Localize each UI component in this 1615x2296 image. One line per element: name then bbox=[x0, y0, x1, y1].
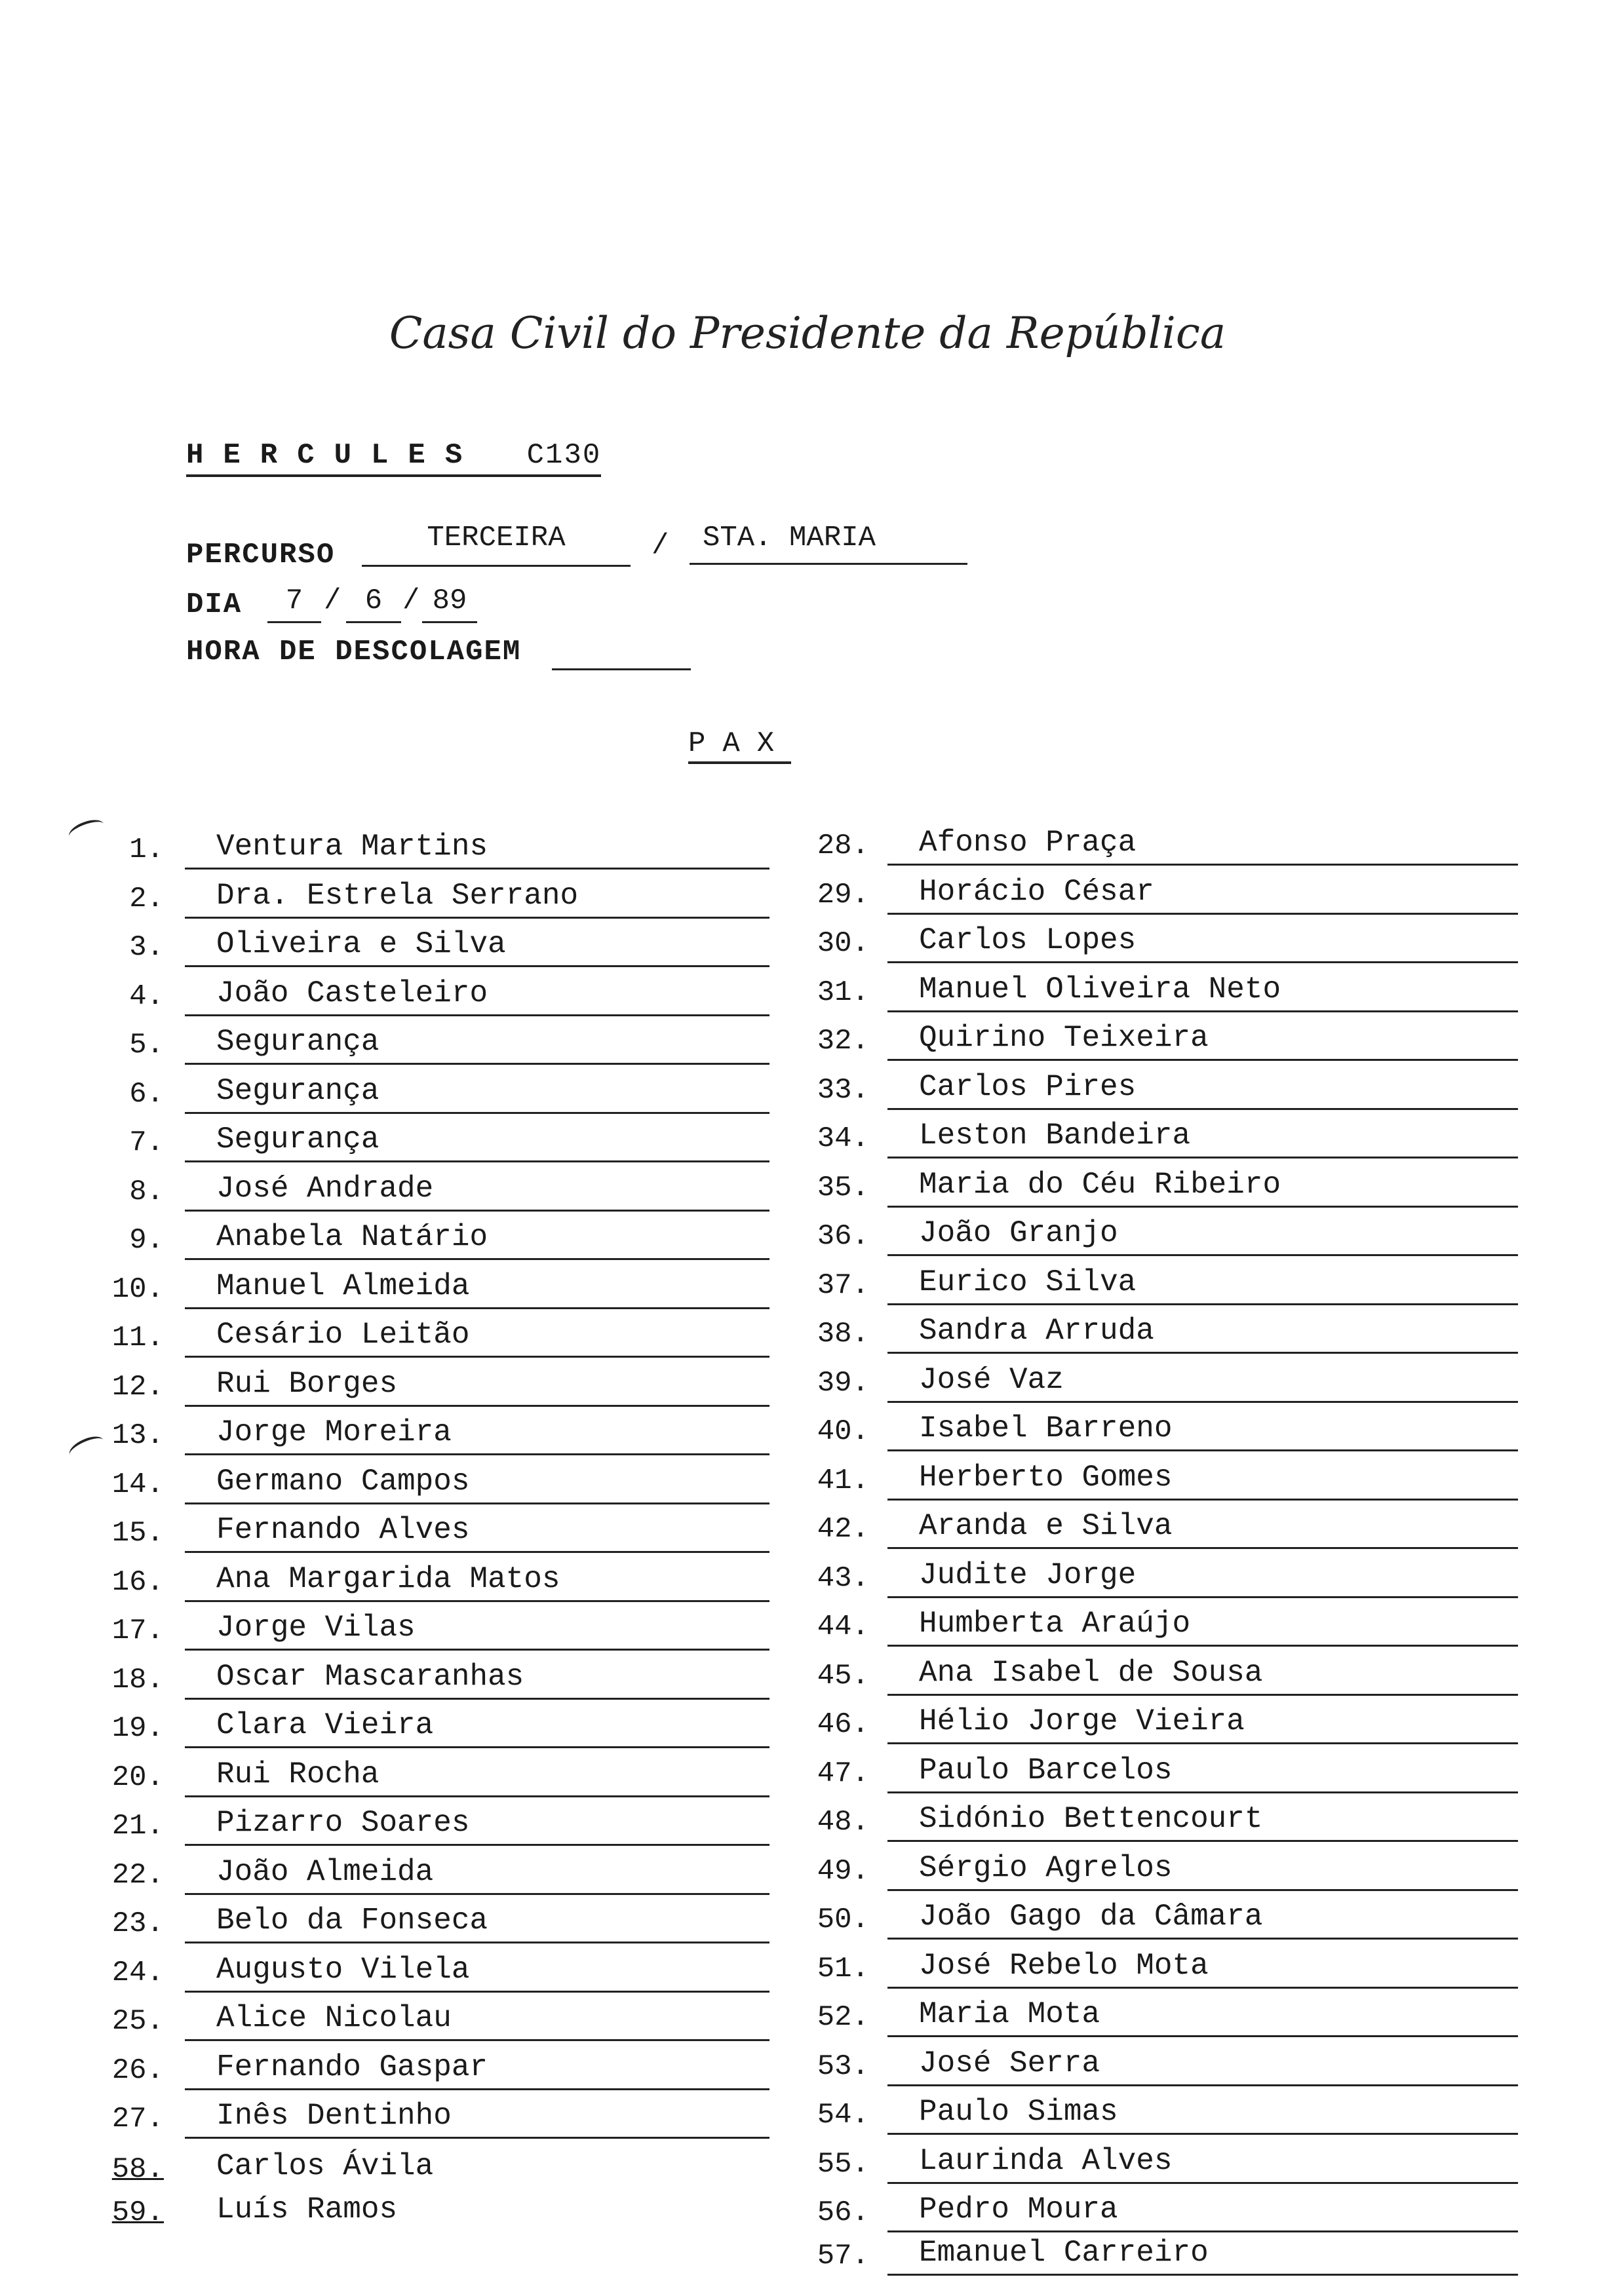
passenger-row bbox=[0, 1018, 1615, 1067]
passenger-name: Rui Rocha bbox=[216, 1757, 379, 1791]
passenger-number: 30. bbox=[817, 927, 869, 960]
aircraft-word: HERCULES bbox=[186, 439, 482, 472]
passenger-row bbox=[0, 1214, 1615, 1262]
passenger-row bbox=[0, 1702, 1615, 1750]
passenger-name: Pedro Moura bbox=[919, 2192, 1118, 2227]
passenger-name: Alice Nicolau bbox=[216, 2001, 452, 2035]
passenger-name: Herberto Gomes bbox=[919, 1460, 1173, 1495]
passenger-number: 4. bbox=[129, 980, 164, 1013]
passenger-number: 26. bbox=[111, 2054, 164, 2087]
passenger-name: Luís Ramos bbox=[216, 2192, 398, 2227]
passenger-number: 43. bbox=[817, 1561, 869, 1595]
passenger-row bbox=[0, 1604, 1615, 1653]
passenger-number: 53. bbox=[817, 2050, 869, 2083]
letterhead: Casa Civil do Presidente da República bbox=[389, 308, 1226, 358]
passenger-number: 40. bbox=[817, 1415, 869, 1448]
passenger-number: 3. bbox=[129, 931, 164, 964]
passenger-row bbox=[0, 823, 1615, 871]
passenger-number: 49. bbox=[817, 1854, 869, 1888]
passenger-row bbox=[0, 1897, 1615, 1945]
passenger-number: 15. bbox=[111, 1517, 164, 1550]
passenger-row bbox=[0, 1311, 1615, 1360]
passenger-number: 21. bbox=[111, 1810, 164, 1843]
passenger-row bbox=[0, 1263, 1615, 1311]
hora-field bbox=[552, 633, 691, 670]
passenger-row bbox=[0, 1506, 1615, 1555]
passenger-row bbox=[0, 1751, 1615, 1799]
passenger-number: 6. bbox=[129, 1077, 164, 1111]
passenger-name: Segurança bbox=[216, 1025, 379, 1059]
passenger-row bbox=[0, 2092, 1615, 2141]
passenger-number: 13. bbox=[111, 1419, 164, 1452]
passenger-number: 31. bbox=[817, 976, 869, 1009]
passenger-number: 58. bbox=[111, 2153, 164, 2186]
passenger-number: 56. bbox=[817, 2196, 869, 2229]
passenger-name: Oliveira e Silva bbox=[216, 927, 506, 961]
passenger-number: 38. bbox=[817, 1318, 869, 1350]
passenger-name: Inês Dentinho bbox=[216, 2099, 452, 2133]
passenger-row bbox=[0, 2044, 1615, 2092]
passenger-number: 42. bbox=[817, 1513, 869, 1546]
passenger-row bbox=[0, 1995, 1615, 2043]
passenger-number: 24. bbox=[111, 1956, 164, 1989]
passenger-name: Segurança bbox=[216, 1122, 379, 1157]
passenger-name: Rui Borges bbox=[216, 1366, 398, 1401]
passenger-row bbox=[0, 1653, 1615, 1702]
passenger-name: Fernando Gaspar bbox=[216, 2050, 488, 2084]
passenger-name: Dra. Estrela Serrano bbox=[216, 878, 579, 913]
passenger-row bbox=[0, 1409, 1615, 1457]
passenger-name: Aranda e Silva bbox=[919, 1509, 1173, 1543]
passenger-number: 25. bbox=[111, 2005, 164, 2038]
passenger-name: Carlos Pires bbox=[919, 1069, 1137, 1104]
passenger-row bbox=[0, 1556, 1615, 1604]
passenger-name: João Casteleiro bbox=[216, 976, 488, 1010]
percurso-label: PERCURSO bbox=[186, 539, 336, 571]
passenger-number: 35. bbox=[817, 1171, 869, 1204]
hora-label: HORA DE DESCOLAGEM bbox=[186, 636, 522, 668]
passenger-number: 2. bbox=[129, 882, 164, 915]
passenger-row bbox=[0, 2141, 1615, 2190]
passenger-number: 45. bbox=[817, 1659, 869, 1693]
passenger-row bbox=[0, 1458, 1615, 1506]
passenger-row bbox=[0, 1799, 1615, 1848]
dia-separator-2: / bbox=[402, 584, 420, 617]
passenger-name: Segurança bbox=[216, 1073, 379, 1108]
passenger-row bbox=[0, 1067, 1615, 1116]
passenger-number: 32. bbox=[817, 1025, 869, 1058]
dia-label: DIA bbox=[186, 588, 243, 621]
passenger-name: Manuel Oliveira Neto bbox=[919, 972, 1281, 1006]
passenger-number: 14. bbox=[111, 1468, 164, 1501]
passenger-number: 9. bbox=[129, 1224, 164, 1257]
percurso-to: STA. MARIA bbox=[690, 522, 967, 565]
passenger-number: 41. bbox=[817, 1464, 869, 1497]
passenger-number: 57. bbox=[817, 2240, 869, 2272]
percurso-from: TERCEIRA bbox=[362, 522, 631, 567]
passenger-number: 52. bbox=[817, 2001, 869, 2034]
passenger-row bbox=[0, 872, 1615, 921]
passenger-name: Judite Jorge bbox=[919, 1558, 1137, 1592]
pax-title: PAX bbox=[688, 727, 791, 764]
passenger-name: Germano Campos bbox=[216, 1464, 470, 1499]
dia-month: 6 bbox=[346, 584, 401, 623]
dia-year: 89 bbox=[422, 584, 477, 623]
passenger-row bbox=[0, 1165, 1615, 1214]
passenger-number: 7. bbox=[129, 1126, 164, 1159]
dia-separator-1: / bbox=[324, 584, 341, 617]
passenger-name: João Gago da Câmara bbox=[919, 1900, 1263, 1934]
passenger-name: Ventura Martins bbox=[216, 830, 488, 864]
passenger-name: Sandra Arruda bbox=[919, 1314, 1154, 1348]
passenger-name: Jorge Moreira bbox=[216, 1415, 452, 1449]
passenger-name: José Vaz bbox=[919, 1362, 1064, 1397]
passenger-name: José Serra bbox=[919, 2046, 1100, 2080]
passenger-row bbox=[0, 1360, 1615, 1409]
passenger-name: Clara Vieira bbox=[216, 1708, 434, 1742]
passenger-number: 50. bbox=[817, 1904, 869, 1936]
passenger-row bbox=[0, 2190, 1615, 2238]
aircraft-title bbox=[186, 439, 601, 477]
passenger-name: Jorge Vilas bbox=[216, 1611, 416, 1645]
passenger-number: 47. bbox=[817, 1757, 869, 1790]
passenger-number: 11. bbox=[111, 1322, 164, 1354]
passenger-name: Anabela Natário bbox=[216, 1220, 488, 1254]
passenger-number: 34. bbox=[817, 1122, 869, 1155]
passenger-name: Carlos Lopes bbox=[919, 923, 1137, 957]
dia-day: 7 bbox=[267, 584, 321, 623]
passenger-number: 27. bbox=[111, 2103, 164, 2135]
passenger-number: 20. bbox=[111, 1761, 164, 1794]
passenger-number: 23. bbox=[111, 1907, 164, 1940]
passenger-number: 29. bbox=[817, 878, 869, 911]
passenger-number: 19. bbox=[111, 1712, 164, 1745]
passenger-number: 54. bbox=[817, 2099, 869, 2132]
passenger-name: João Granjo bbox=[919, 1216, 1118, 1250]
passenger-name: Quirino Teixeira bbox=[919, 1021, 1209, 1055]
passenger-name: Horácio César bbox=[919, 874, 1154, 909]
passenger-number: 55. bbox=[817, 2147, 869, 2181]
passenger-row bbox=[0, 2233, 1615, 2282]
passenger-name: Maria Mota bbox=[919, 1997, 1100, 2031]
passenger-name: Ana Isabel de Sousa bbox=[919, 1655, 1263, 1690]
passenger-name: Eurico Silva bbox=[919, 1265, 1137, 1299]
passenger-number: 16. bbox=[111, 1565, 164, 1599]
passenger-number: 48. bbox=[817, 1806, 869, 1839]
passenger-name: Pizarro Soares bbox=[216, 1806, 470, 1840]
passenger-number: 10. bbox=[111, 1272, 164, 1306]
passenger-name: Humberta Araújo bbox=[919, 1607, 1191, 1641]
passenger-number: 44. bbox=[817, 1611, 869, 1643]
passenger-number: 17. bbox=[111, 1615, 164, 1647]
passenger-row bbox=[0, 1116, 1615, 1164]
passenger-name: Manuel Almeida bbox=[216, 1269, 470, 1303]
passenger-number: 51. bbox=[817, 1952, 869, 1985]
passenger-name: José Andrade bbox=[216, 1171, 434, 1206]
passenger-number: 33. bbox=[817, 1073, 869, 1107]
passenger-number: 46. bbox=[817, 1708, 869, 1741]
passenger-name: Laurinda Alves bbox=[919, 2143, 1173, 2178]
passenger-name: Paulo Simas bbox=[919, 2095, 1118, 2129]
passenger-number: 36. bbox=[817, 1220, 869, 1253]
passenger-name: Hélio Jorge Vieira bbox=[919, 1704, 1245, 1738]
passenger-number: 18. bbox=[111, 1663, 164, 1696]
passenger-name: Ana Margarida Matos bbox=[216, 1561, 560, 1596]
passenger-name: Augusto Vilela bbox=[216, 1952, 470, 1987]
passenger-row bbox=[0, 921, 1615, 969]
passenger-name: João Almeida bbox=[216, 1854, 434, 1889]
passenger-name: Oscar Mascaranhas bbox=[216, 1659, 524, 1694]
passenger-name: Sidónio Bettencourt bbox=[919, 1802, 1263, 1836]
passenger-name: Maria do Céu Ribeiro bbox=[919, 1167, 1281, 1202]
passenger-number: 12. bbox=[111, 1370, 164, 1404]
percurso-separator: / bbox=[652, 529, 669, 562]
passenger-number: 39. bbox=[817, 1366, 869, 1400]
passenger-name: Cesário Leitão bbox=[216, 1318, 470, 1352]
passenger-row bbox=[0, 970, 1615, 1018]
passenger-name: Sérgio Agrelos bbox=[919, 1850, 1173, 1885]
passenger-name: José Rebelo Mota bbox=[919, 1948, 1209, 1983]
passenger-name: Belo da Fonseca bbox=[216, 1904, 488, 1938]
passenger-name: Emanuel Carreiro bbox=[919, 2236, 1209, 2270]
passenger-number: 8. bbox=[129, 1175, 164, 1208]
passenger-name: Paulo Barcelos bbox=[919, 1753, 1173, 1788]
passenger-number: 37. bbox=[817, 1269, 869, 1302]
passenger-name: Afonso Praça bbox=[919, 826, 1137, 860]
passenger-number: 28. bbox=[817, 830, 869, 862]
passenger-name: Carlos Ávila bbox=[216, 2149, 434, 2183]
passenger-number: 5. bbox=[129, 1029, 164, 1062]
passenger-name: Isabel Barreno bbox=[919, 1411, 1173, 1445]
passenger-row bbox=[0, 1946, 1615, 1995]
aircraft-model: C130 bbox=[526, 439, 602, 472]
passenger-name: Leston Bandeira bbox=[919, 1119, 1191, 1153]
passenger-number: 22. bbox=[111, 1858, 164, 1892]
passenger-name: Fernando Alves bbox=[216, 1513, 470, 1547]
passenger-number: 1. bbox=[129, 833, 164, 866]
passenger-row bbox=[0, 1848, 1615, 1897]
passenger-number: 59. bbox=[111, 2196, 164, 2229]
